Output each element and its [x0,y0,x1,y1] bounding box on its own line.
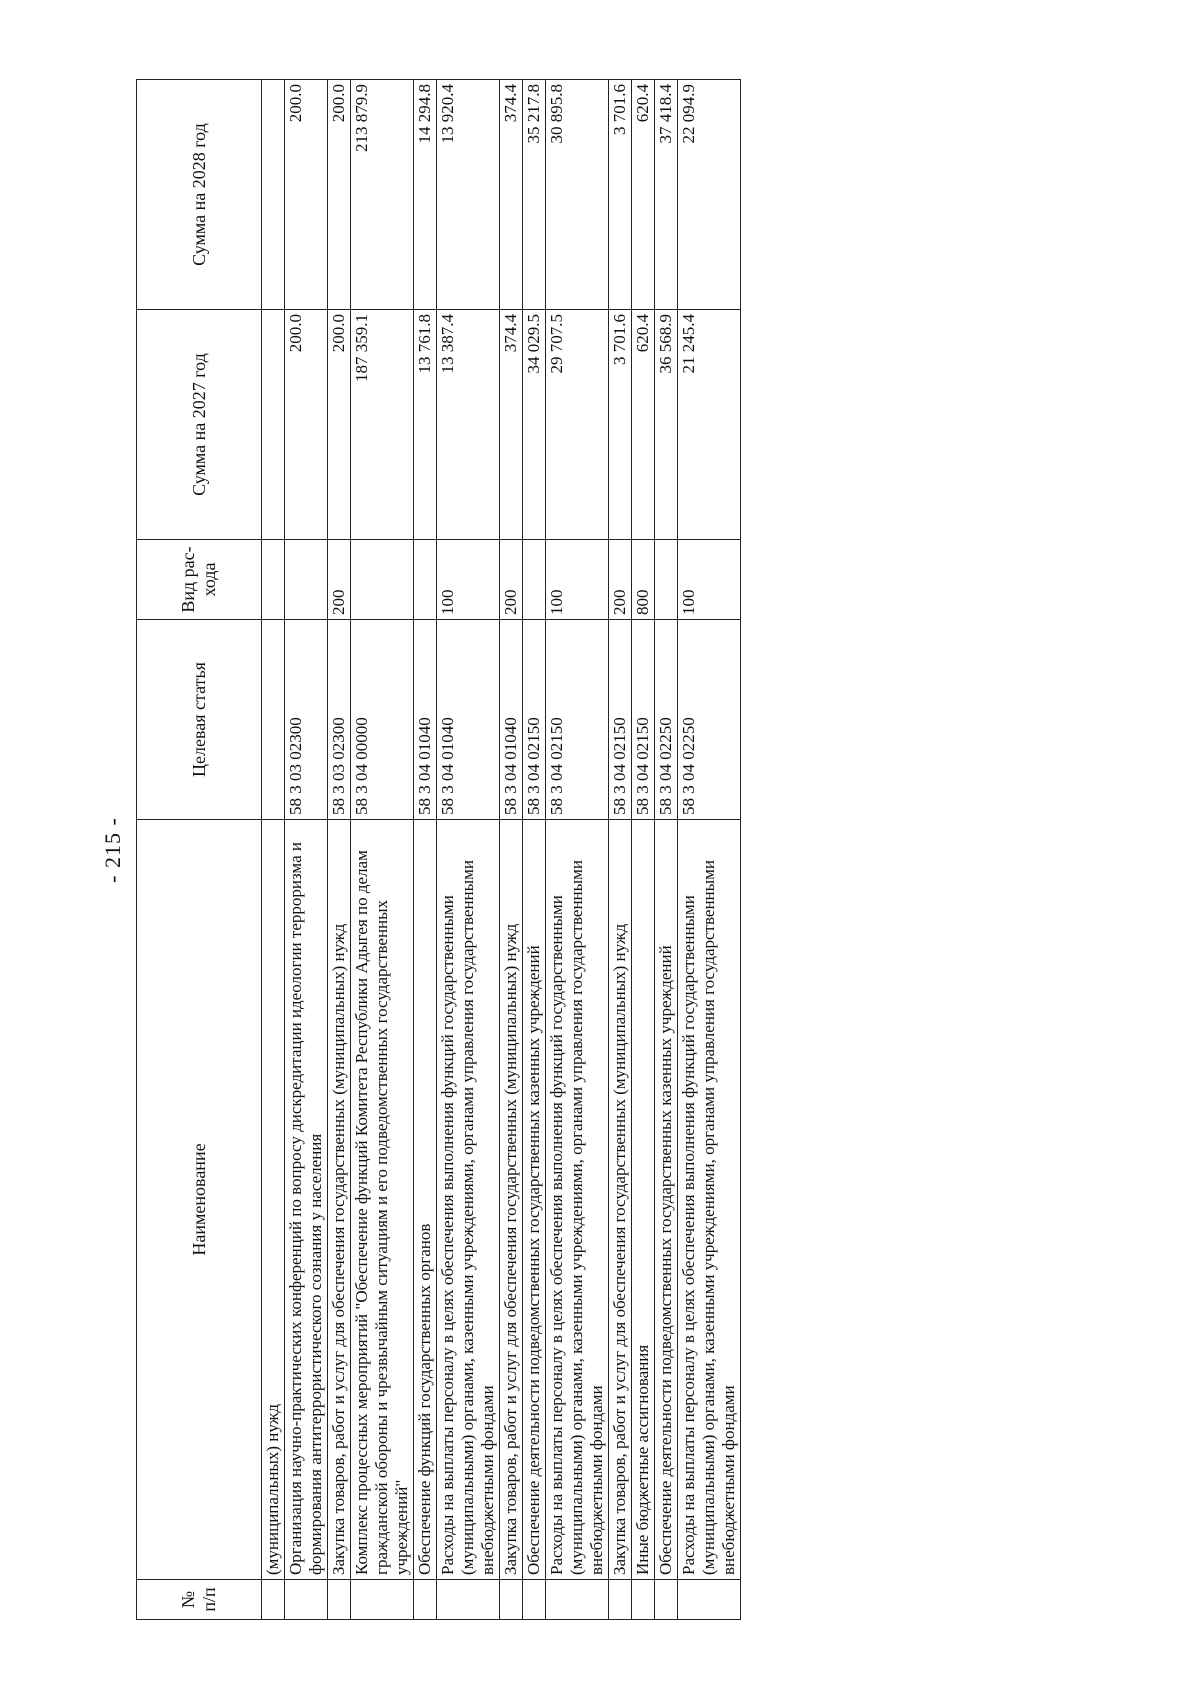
cell-kind: 800 [632,540,655,620]
cell-kind [262,540,285,620]
table-row [262,80,285,1620]
table-row [546,80,609,1620]
cell-code: 58 3 04 02250 [678,620,741,820]
cell-kind: 100 [678,540,741,620]
table-row [523,80,546,1620]
cell-2028: 14 294.8 [414,80,437,310]
cell-code: 58 3 04 00000 [351,620,414,820]
table-header-row [137,80,262,1620]
cell-num [655,1580,678,1620]
cell-num [414,1580,437,1620]
header-2027: Сумма на 2027 год [137,310,262,540]
cell-2028: 374.4 [500,80,523,310]
table-row [632,80,655,1620]
cell-name: Организация научно-практических конференций по вопросу дискредитации идеологии терроризма и формирования антитеррористического сознания у населения [285,820,328,1580]
cell-code: 58 3 04 01040 [414,620,437,820]
cell-2027: 200.0 [285,310,328,540]
cell-kind [285,540,328,620]
cell-2027: 374.4 [500,310,523,540]
table-row [500,80,523,1620]
cell-2027: 13 387.4 [437,310,500,540]
cell-name: Расходы на выплаты персоналу в целях обеспечения выполнения функций государственными (муниципальными) органами, казенными учреждениями, органами управления государственными внебюджетными фондами [437,820,500,1580]
budget-table [136,79,741,1620]
cell-code: 58 3 04 02250 [655,620,678,820]
cell-2028: 620.4 [632,80,655,310]
cell-2028: 200.0 [328,80,351,310]
table-row [655,80,678,1620]
cell-kind: 200 [609,540,632,620]
cell-num [546,1580,609,1620]
cell-name: (муниципальных) нужд [262,820,285,1580]
cell-2028: 30 895.8 [546,80,609,310]
cell-2027: 200.0 [328,310,351,540]
table-row [328,80,351,1620]
cell-2028: 37 418.4 [655,80,678,310]
header-name: Наименование [137,820,262,1580]
cell-2027: 620.4 [632,310,655,540]
cell-num [632,1580,655,1620]
table-row [678,80,741,1620]
cell-num [262,1580,285,1620]
cell-name: Расходы на выплаты персоналу в целях обеспечения выполнения функций государственными (муниципальными) органами, казенными учреждениями, органами управления государственными внебюджетными фондами [678,820,741,1580]
table-row [285,80,328,1620]
cell-kind [351,540,414,620]
cell-2027: 21 245.4 [678,310,741,540]
page-number: - 215 - [100,817,125,883]
cell-2028: 13 920.4 [437,80,500,310]
cell-name: Закупка товаров, работ и услуг для обеспечения государственных (муниципальных) нужд [500,820,523,1580]
cell-code: 58 3 03 02300 [328,620,351,820]
cell-2027: 3 701.6 [609,310,632,540]
cell-num [500,1580,523,1620]
cell-num [351,1580,414,1620]
cell-2027: 29 707.5 [546,310,609,540]
cell-name: Расходы на выплаты персоналу в целях обеспечения выполнения функций государственными (муниципальными) органами, казенными учреждениями, органами управления государственными внебюджетными фондами [546,820,609,1580]
cell-2028: 3 701.6 [609,80,632,310]
header-2028: Сумма на 2028 год [137,80,262,310]
cell-2027: 36 568.9 [655,310,678,540]
cell-2028: 200.0 [285,80,328,310]
cell-num [609,1580,632,1620]
cell-2028: 22 094.9 [678,80,741,310]
cell-name: Обеспечение деятельности подведомственных государственных казенных учреждений [655,820,678,1580]
header-num: № п/п [137,1580,262,1620]
cell-2027: 187 359.1 [351,310,414,540]
cell-code: 58 3 03 02300 [285,620,328,820]
cell-2028: 213 879.9 [351,80,414,310]
cell-kind: 200 [500,540,523,620]
cell-num [678,1580,741,1620]
cell-kind [655,540,678,620]
header-kind: Вид рас-хода [137,540,262,620]
table-row [351,80,414,1620]
cell-name: Обеспечение функций государственных органов [414,820,437,1580]
cell-name: Комплекс процессных мероприятий "Обеспечение функций Комитета Республики Адыгея по делам гражданской обороны и чрезвычайным ситуациям и его подведомственных государственных учреждений" [351,820,414,1580]
cell-name: Закупка товаров, работ и услуг для обеспечения государственных (муниципальных) нужд [609,820,632,1580]
cell-name: Обеспечение деятельности подведомственных государственных казенных учреждений [523,820,546,1580]
cell-num [328,1580,351,1620]
cell-kind [414,540,437,620]
cell-kind: 100 [546,540,609,620]
cell-code [262,620,285,820]
table-row [609,80,632,1620]
cell-kind: 200 [328,540,351,620]
cell-2027: 34 029.5 [523,310,546,540]
cell-2027 [262,310,285,540]
header-code: Целевая статья [137,620,262,820]
cell-2028 [262,80,285,310]
cell-num [437,1580,500,1620]
rotated-page [100,80,1100,1620]
cell-name: Закупка товаров, работ и услуг для обеспечения государственных (муниципальных) нужд [328,820,351,1580]
cell-2028: 35 217.8 [523,80,546,310]
cell-code: 58 3 04 02150 [546,620,609,820]
cell-kind [523,540,546,620]
cell-num [523,1580,546,1620]
cell-kind: 100 [437,540,500,620]
cell-code: 58 3 04 01040 [437,620,500,820]
table-row [414,80,437,1620]
table-row [437,80,500,1620]
cell-code: 58 3 04 02150 [609,620,632,820]
cell-2027: 13 761.8 [414,310,437,540]
cell-code: 58 3 04 01040 [500,620,523,820]
cell-code: 58 3 04 02150 [523,620,546,820]
cell-name: Иные бюджетные ассигнования [632,820,655,1580]
cell-num [285,1580,328,1620]
cell-code: 58 3 04 02150 [632,620,655,820]
